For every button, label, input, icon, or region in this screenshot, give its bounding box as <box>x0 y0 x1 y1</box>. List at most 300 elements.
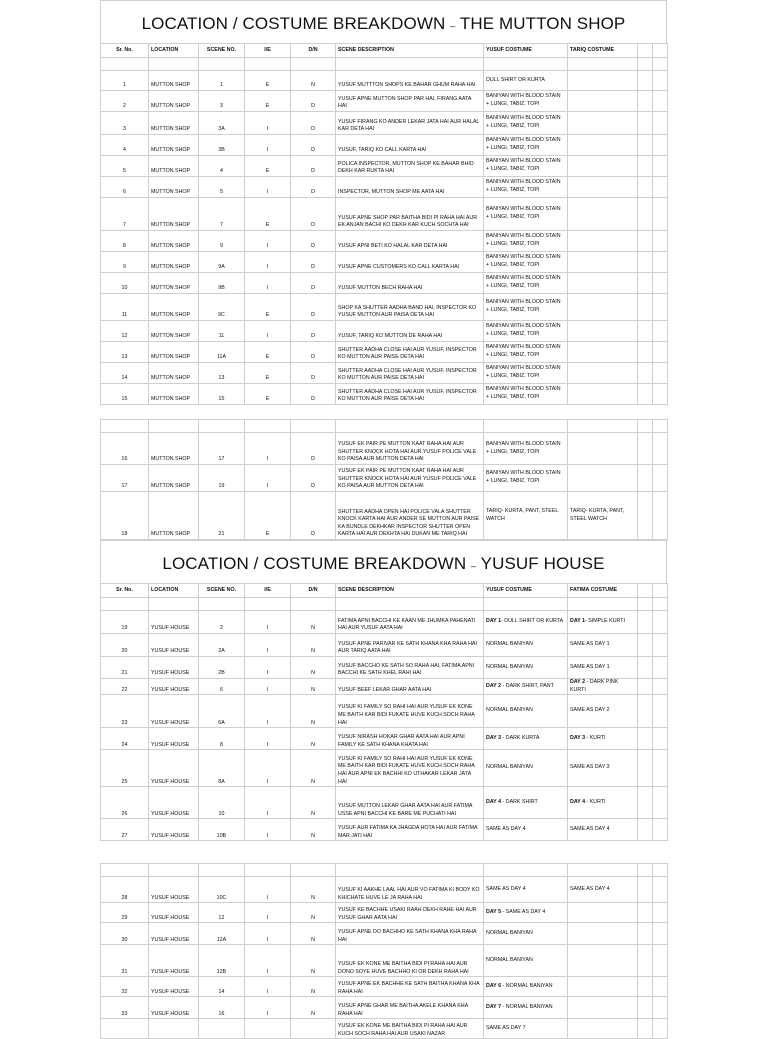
empty-cell <box>291 420 336 433</box>
costume-cell-2 <box>568 819 638 841</box>
section-title-dash: – <box>450 21 456 31</box>
scene-no-cell: 3A <box>199 112 245 135</box>
ie-cell: I <box>245 135 291 156</box>
sr-no-cell: 30 <box>101 923 149 945</box>
costume-cell-2 <box>568 903 638 923</box>
sr-no-cell: 8 <box>101 231 149 252</box>
scene-no-cell: 2B <box>199 657 245 679</box>
costume-text: DULL SHIRT OR KURTA <box>486 76 545 83</box>
empty-cell <box>653 997 668 1019</box>
costume-text: BANIYAN WITH BLOOD STAIN + LUNGI, TABIZ, TOPI <box>486 275 561 289</box>
empty-cell <box>101 598 149 611</box>
ie-cell: I <box>245 787 291 819</box>
dn-cell: D <box>291 177 336 198</box>
costume-cell-2 <box>568 363 638 384</box>
dn-cell: D <box>291 91 336 112</box>
table-row <box>101 923 668 945</box>
costume-text: - DARK SHIRT <box>501 798 538 805</box>
ie-cell: I <box>245 679 291 695</box>
dn-cell: N <box>291 787 336 819</box>
empty-cell <box>653 492 668 540</box>
location-cell: MUTTON SHOP <box>149 135 199 156</box>
costume-day-label: DAY 4 <box>570 798 586 805</box>
scene-description-cell: YUSUF EK PAIR PE MUTTON KAAT RAHA HAI AUR SHUTTER KNOCK HOTA HAI AUR YUSUF POLICE VALE KO PAISA AUR MUTTON DETA HAI <box>336 465 484 492</box>
location-cell: YUSUF HOUSE <box>149 679 199 695</box>
costume-text: - DARK PINK KURTI <box>570 679 619 693</box>
location-cell: MUTTON SHOP <box>149 91 199 112</box>
costume-cell-1 <box>484 679 568 695</box>
empty-cell <box>638 321 653 342</box>
table-row <box>101 273 668 294</box>
table-row <box>101 321 668 342</box>
sr-no-cell: 22 <box>101 679 149 695</box>
scene-description-cell: YUSUF MUTTON BECH RAHA HAI <box>336 273 484 294</box>
location-cell: MUTTON SHOP <box>149 363 199 384</box>
ie-cell: I <box>245 819 291 841</box>
location-cell: YUSUF HOUSE <box>149 611 199 634</box>
scene-description-cell: YUSUF KI FAMILY SO RAHI HAI AUR YUSUF EK KONE ME BAITH KAR BIDI FUKATE HUVE KUCH SOCH RAHA HAI AUR APNI EK BACHHI KO UTHAKAR LEKAR JATA HAI <box>336 750 484 787</box>
costume-cell-2 <box>568 877 638 903</box>
ie-cell: I <box>245 945 291 977</box>
empty-cell <box>653 679 668 695</box>
location-cell: YUSUF HOUSE <box>149 877 199 903</box>
costume-day-label: DAY 3 <box>570 734 586 741</box>
empty-cell <box>653 71 668 91</box>
dn-cell: D <box>291 363 336 384</box>
dn-cell: D <box>291 294 336 321</box>
scene-no-cell: 8A <box>199 750 245 787</box>
empty-cell <box>653 112 668 135</box>
empty-cell <box>638 91 653 112</box>
sr-no-header: Sr. No. <box>101 44 149 58</box>
location-cell: MUTTON SHOP <box>149 231 199 252</box>
scene-no-cell: 6A <box>199 695 245 728</box>
sr-no-cell: 11 <box>101 294 149 321</box>
costume-cell-2 <box>568 177 638 198</box>
location-cell: MUTTON SHOP <box>149 342 199 363</box>
empty-cell <box>638 273 653 294</box>
location-cell: MUTTON SHOP <box>149 433 199 465</box>
empty-cell <box>101 864 149 877</box>
scene-no-header: SCENE NO. <box>199 584 245 598</box>
costume-text: BANIYAN WITH BLOOD STAIN + LUNGI, TABIZ, TOPI <box>486 233 561 247</box>
empty-cell <box>653 819 668 841</box>
costume-text: BANIYAN WITH BLOOD STAIN + LUNGI, TABIZ, TOPI <box>486 440 561 455</box>
costume-text: NORMAL BANIYAN <box>486 641 533 648</box>
costume-cell-2 <box>568 611 638 634</box>
location-cell: MUTTON SHOP <box>149 273 199 294</box>
empty-cell <box>638 231 653 252</box>
ie-cell: I <box>245 231 291 252</box>
location-cell: YUSUF HOUSE <box>149 977 199 997</box>
scene-description-cell: YUSUF APNE PARIVAR KE SATH KHANA KHA RAHA HAI AUR TARIQ AATA HAI <box>336 634 484 657</box>
costume-text: SAME AS DAY 1 <box>570 663 610 670</box>
dn-header: D/N <box>291 584 336 598</box>
scene-description-cell: YUSUF AUR FATIMA KA JHAGDA HOTA HAI AUR FATIMA MAR JATI HAI <box>336 819 484 841</box>
scene-no-cell: 2A <box>199 634 245 657</box>
block-gap <box>100 841 667 863</box>
empty-cell <box>653 321 668 342</box>
costume-cell-1 <box>484 363 568 384</box>
location-cell: MUTTON SHOP <box>149 112 199 135</box>
breakdown-table <box>100 583 668 841</box>
empty-cell <box>484 58 568 71</box>
ie-cell: I <box>245 252 291 273</box>
ie-cell: I <box>245 433 291 465</box>
empty-cell <box>638 695 653 728</box>
dn-cell: D <box>291 321 336 342</box>
empty-cell <box>638 363 653 384</box>
sr-no-cell: 23 <box>101 695 149 728</box>
location-cell: YUSUF HOUSE <box>149 728 199 750</box>
sr-no-cell: 33 <box>101 997 149 1019</box>
costume-cell-1 <box>484 177 568 198</box>
sr-no-cell: 4 <box>101 135 149 156</box>
costume-cell-1 <box>484 977 568 997</box>
empty-cell <box>336 864 484 877</box>
costume-text: BANIYAN WITH BLOOD STAIN + LUNGI, TABIZ, TOPI <box>486 323 561 337</box>
costume-cell-2 <box>568 342 638 363</box>
scene-description-cell: SHUTTER AADHA CLOSE HAI AUR YUSUF, INSPECTOR KO MUTTON AUR PAISE DETA HAI <box>336 384 484 405</box>
sr-no-cell: 16 <box>101 433 149 465</box>
costume-text: BANIYAN WITH BLOOD STAIN + LUNGI, TABIZ, TOPI <box>486 344 561 358</box>
costume-cell-2 <box>568 231 638 252</box>
empty-cell <box>484 598 568 611</box>
section-title <box>100 0 667 43</box>
empty-cell <box>245 420 291 433</box>
scene-description-cell: YUSUF BEEF LEKAR GHAR AATA HAI <box>336 679 484 695</box>
costume-cell-1 <box>484 728 568 750</box>
section-title-location: THE MUTTON SHOP <box>455 14 626 33</box>
costume-text: BANIYAN WITH BLOOD STAIN + LUNGI, TABIZ, TOPI <box>486 179 561 193</box>
ie-cell: E <box>245 91 291 112</box>
costume-cell-1 <box>484 634 568 657</box>
empty-cell <box>653 342 668 363</box>
costume-cell-1 <box>484 492 568 540</box>
table-row <box>101 91 668 112</box>
empty-cell <box>638 598 653 611</box>
scene-description-header: SCENE DESCRIPTION <box>336 584 484 598</box>
empty-cell <box>149 864 199 877</box>
costume-cell-2 <box>568 294 638 321</box>
sr-no-cell: 13 <box>101 342 149 363</box>
empty-cell <box>291 58 336 71</box>
table-row <box>101 787 668 819</box>
scene-description-cell: YUSUF APNE DO BACHHO KE SATH KHANA KHA RAHA HAI <box>336 923 484 945</box>
empty-cell <box>101 420 149 433</box>
empty-cell <box>653 923 668 945</box>
empty-cell <box>638 750 653 787</box>
location-cell: YUSUF HOUSE <box>149 750 199 787</box>
costume-cell-2 <box>568 977 638 997</box>
empty-cell <box>638 420 653 433</box>
scene-no-cell: 19 <box>199 465 245 492</box>
empty-cell <box>245 58 291 71</box>
empty-cell <box>149 420 199 433</box>
costume-cell-2 <box>568 695 638 728</box>
costume-cell-1 <box>484 657 568 679</box>
breakdown-table <box>100 863 668 1039</box>
empty-cell <box>638 492 653 540</box>
scene-description-cell: YUSUF FIRANG KO ANDER LEKAR JATA HAI AUR HALAL KAR DETA HAI <box>336 112 484 135</box>
table-row <box>101 465 668 492</box>
scene-description-header: SCENE DESCRIPTION <box>336 44 484 58</box>
costume-cell-2 <box>568 384 638 405</box>
table-row <box>101 977 668 997</box>
scene-no-cell: 14 <box>199 977 245 997</box>
costume-cell-2 <box>568 71 638 91</box>
costume-cell-1 <box>484 819 568 841</box>
ie-cell: I <box>245 750 291 787</box>
scene-no-cell: 2 <box>199 611 245 634</box>
sr-no-header: Sr. No. <box>101 584 149 598</box>
costume-cell-2 <box>568 997 638 1019</box>
empty-cell <box>638 156 653 177</box>
empty-cell <box>638 997 653 1019</box>
costume-text: BANIYAN WITH BLOOD STAIN + LUNGI, TABIZ, TOPI <box>486 137 561 151</box>
empty-cell <box>653 598 668 611</box>
empty-cell <box>199 58 245 71</box>
spacer-row <box>101 864 668 877</box>
table-row <box>101 71 668 91</box>
table-row <box>101 997 668 1019</box>
empty-cell <box>653 273 668 294</box>
costume-cell-2 <box>568 787 638 819</box>
costume-cell-2 <box>568 634 638 657</box>
costume-cell-2 <box>568 252 638 273</box>
location-cell: MUTTON SHOP <box>149 294 199 321</box>
section-title-main: LOCATION / COSTUME BREAKDOWN <box>141 14 451 33</box>
ie-cell: I <box>245 465 291 492</box>
empty-cell <box>245 598 291 611</box>
location-cell: MUTTON SHOP <box>149 71 199 91</box>
sr-no-cell: 32 <box>101 977 149 997</box>
costume-text: SAME AS DAY 4 <box>570 885 610 892</box>
empty-cell <box>336 58 484 71</box>
scene-description-cell: SHUTTER AADHA CLOSE HAI AUR YUSUF, INSPECTOR KO MUTTON AUR PAISE DETA HAI <box>336 363 484 384</box>
costume-day-label: DAY 7 <box>486 1003 502 1010</box>
scene-description-cell: YUSUF EK KONE ME BAITHA BIDI PI RAHA HAI AUR DONO SOYE HUVE BACHHO KI OR DEKH RAHA HAI <box>336 945 484 977</box>
scene-description-cell: YUSUF MUTTTON SHOPS KE BAHAR GHUM RAHA HAI <box>336 71 484 91</box>
empty-cell <box>199 420 245 433</box>
location-cell: MUTTON SHOP <box>149 252 199 273</box>
costume-header-2: TARIQ COSTUME <box>568 44 638 58</box>
costume-day-label: DAY 2 <box>486 682 502 689</box>
costume-cell-2 <box>568 198 638 231</box>
sr-no-cell: 24 <box>101 728 149 750</box>
scene-no-cell: 5 <box>199 177 245 198</box>
location-cell: MUTTON SHOP <box>149 156 199 177</box>
dn-cell: D <box>291 156 336 177</box>
extra-header <box>638 584 653 598</box>
scene-description-cell: SHUTTER AADHA OPEN HAI POLICE VALA SHUTTER KNOCK KARTA HAI AUR ANDER SE MUTTON AUR PAISE KA BUNDLE DEKHKAR INSPECTOR SHUTTER OPEN KARTA HAI AUR DEKHTA HAI DUKAN ME TARIQ HAI <box>336 492 484 540</box>
location-cell: YUSUF HOUSE <box>149 695 199 728</box>
costume-day-label: DAY 6 <box>486 982 502 989</box>
sr-no-cell: 1 <box>101 71 149 91</box>
costume-cell-1 <box>484 294 568 321</box>
costume-text: SAME AS DAY 4 <box>486 885 526 892</box>
empty-cell <box>653 945 668 977</box>
table-row <box>101 252 668 273</box>
empty-cell <box>653 198 668 231</box>
costume-cell-1 <box>484 252 568 273</box>
empty-cell <box>653 156 668 177</box>
dn-cell: D <box>291 198 336 231</box>
sr-no-cell: 9 <box>101 252 149 273</box>
scene-no-cell: 9 <box>199 231 245 252</box>
dn-cell: N <box>291 977 336 997</box>
costume-text: NORMAL BANIYAN <box>486 764 533 771</box>
sr-no-cell <box>101 1019 149 1039</box>
costume-header-1: YUSUF COSTUME <box>484 584 568 598</box>
costume-text: SAME AS DAY 4 <box>486 825 526 832</box>
dn-cell: D <box>291 112 336 135</box>
costume-text: BANIYAN WITH BLOOD STAIN + LUNGI, TABIZ, TOPI <box>486 206 561 220</box>
costume-text: BANIYAN WITH BLOOD STAIN + LUNGI, TABIZ, TOPI <box>486 470 561 484</box>
costume-cell-2 <box>568 923 638 945</box>
ie-cell: E <box>245 71 291 91</box>
ie-cell: I <box>245 321 291 342</box>
header-row <box>101 584 668 598</box>
costume-cell-2 <box>568 728 638 750</box>
scene-no-cell: 3 <box>199 91 245 112</box>
location-cell: YUSUF HOUSE <box>149 787 199 819</box>
spacer-row <box>101 420 668 433</box>
ie-cell: E <box>245 342 291 363</box>
empty-cell <box>638 877 653 903</box>
dn-cell: D <box>291 465 336 492</box>
empty-cell <box>653 877 668 903</box>
costume-header-2: FATIMA COSTUME <box>568 584 638 598</box>
scene-no-cell: 9C <box>199 294 245 321</box>
ie-cell: E <box>245 492 291 540</box>
scene-no-cell: 1 <box>199 71 245 91</box>
costume-day-label: DAY 2 <box>570 679 586 685</box>
scene-no-cell: 21 <box>199 492 245 540</box>
scene-no-header: SCENE NO. <box>199 44 245 58</box>
ie-header: I/E <box>245 44 291 58</box>
empty-cell <box>638 923 653 945</box>
empty-cell <box>638 135 653 156</box>
costume-text: SAME AS DAY 7 <box>486 1024 526 1031</box>
empty-cell <box>653 363 668 384</box>
scene-description-cell: FATIMA APNI BACCHI KE KAAN ME JHUMKA PAHENATI HAI AUR YUSUF AATA HAI <box>336 611 484 634</box>
dn-cell: D <box>291 135 336 156</box>
table-row <box>101 728 668 750</box>
empty-cell <box>568 598 638 611</box>
scene-description-cell: YUSUF KI FAMILY SO RAHI HAI AUR YUSUF EK KONE ME BAITH KAR BIDI FUKATE HUVE KUCH SOCH RAHA HAI <box>336 695 484 728</box>
costume-text: BANIYAN WITH BLOOD STAIN + LUNGI, TABIZ, TOPI <box>486 115 561 129</box>
empty-cell <box>653 728 668 750</box>
empty-cell <box>653 787 668 819</box>
scene-no-cell: 12 <box>199 903 245 923</box>
empty-cell <box>653 58 668 71</box>
empty-cell <box>653 657 668 679</box>
ie-cell <box>245 1019 291 1039</box>
table-row <box>101 1019 668 1039</box>
sr-no-cell: 20 <box>101 634 149 657</box>
costume-text: - DARK SHIRT, PANT <box>501 682 554 689</box>
empty-cell <box>638 58 653 71</box>
costume-text: - NORMAL BANIYAN <box>501 1003 553 1010</box>
sr-no-cell: 21 <box>101 657 149 679</box>
scene-no-cell: 12A <box>199 923 245 945</box>
empty-cell <box>568 58 638 71</box>
sr-no-cell: 29 <box>101 903 149 923</box>
ie-cell: I <box>245 112 291 135</box>
scene-no-cell: 17 <box>199 433 245 465</box>
spacer-row <box>101 58 668 71</box>
empty-cell <box>653 252 668 273</box>
costume-cell-2 <box>568 135 638 156</box>
costume-text: - NORMAL BANIYAN <box>501 982 553 989</box>
scene-description-cell: YUSUF MUTTON LEKAR GHAR AATA HAI AUR FATIMA USSE APNI BACCHI KE BARE ME PUCHATI HAI <box>336 787 484 819</box>
ie-cell: I <box>245 728 291 750</box>
sr-no-cell: 18 <box>101 492 149 540</box>
table-row <box>101 231 668 252</box>
costume-cell-1 <box>484 321 568 342</box>
sr-no-cell: 17 <box>101 465 149 492</box>
empty-cell <box>638 679 653 695</box>
empty-cell <box>291 864 336 877</box>
table-row <box>101 945 668 977</box>
sr-no-cell: 6 <box>101 177 149 198</box>
empty-cell <box>638 112 653 135</box>
ie-cell: E <box>245 156 291 177</box>
costume-cell-1 <box>484 273 568 294</box>
costume-text: - KURTI <box>585 734 606 741</box>
section-title <box>100 540 667 583</box>
scene-no-cell: 4 <box>199 156 245 177</box>
dn-cell: N <box>291 611 336 634</box>
empty-cell <box>638 1019 653 1039</box>
costume-day-label: DAY 5 <box>486 908 502 915</box>
scene-no-cell <box>199 1019 245 1039</box>
costume-text: NORMAL BANIYAN <box>486 663 533 670</box>
ie-cell: E <box>245 384 291 405</box>
breakdown-table <box>100 419 668 540</box>
costume-cell-1 <box>484 231 568 252</box>
location-cell: MUTTON SHOP <box>149 492 199 540</box>
empty-cell <box>653 91 668 112</box>
location-cell: MUTTON SHOP <box>149 321 199 342</box>
table-row <box>101 634 668 657</box>
costume-cell-1 <box>484 135 568 156</box>
empty-cell <box>638 71 653 91</box>
section-title-dash: – <box>471 561 477 571</box>
costume-cell-1 <box>484 611 568 634</box>
costume-text: BANIYAN WITH BLOOD STAIN + LUNGI, TABIZ, TOPI <box>486 254 561 268</box>
costume-cell-2 <box>568 945 638 977</box>
scene-no-cell: 8 <box>199 728 245 750</box>
dn-header: D/N <box>291 44 336 58</box>
empty-cell <box>568 864 638 877</box>
empty-cell <box>638 728 653 750</box>
scene-description-cell: YUSUF EK KONE ME BAITHA BIDI PI RAHA HAI AUR KUCH SOCH RAHA HAI AUR USAKI NAZAR <box>336 1019 484 1039</box>
scene-description-cell: YUSUF APNE GHAR ME BAITHA AKELE KHANA KHA RAHA HAI <box>336 997 484 1019</box>
empty-cell <box>568 420 638 433</box>
breakdown-table <box>100 43 668 405</box>
dn-cell: N <box>291 923 336 945</box>
empty-cell <box>638 611 653 634</box>
costume-cell-1 <box>484 91 568 112</box>
costume-text: NORMAL BANIYAN <box>486 956 533 963</box>
ie-cell: I <box>245 177 291 198</box>
scene-description-cell: YUSUF APNE EK BACHHE KE SATH BAITHA KHANA KHA RAHA HAI <box>336 977 484 997</box>
sr-no-cell: 12 <box>101 321 149 342</box>
costume-cell-2 <box>568 156 638 177</box>
ie-cell: E <box>245 363 291 384</box>
